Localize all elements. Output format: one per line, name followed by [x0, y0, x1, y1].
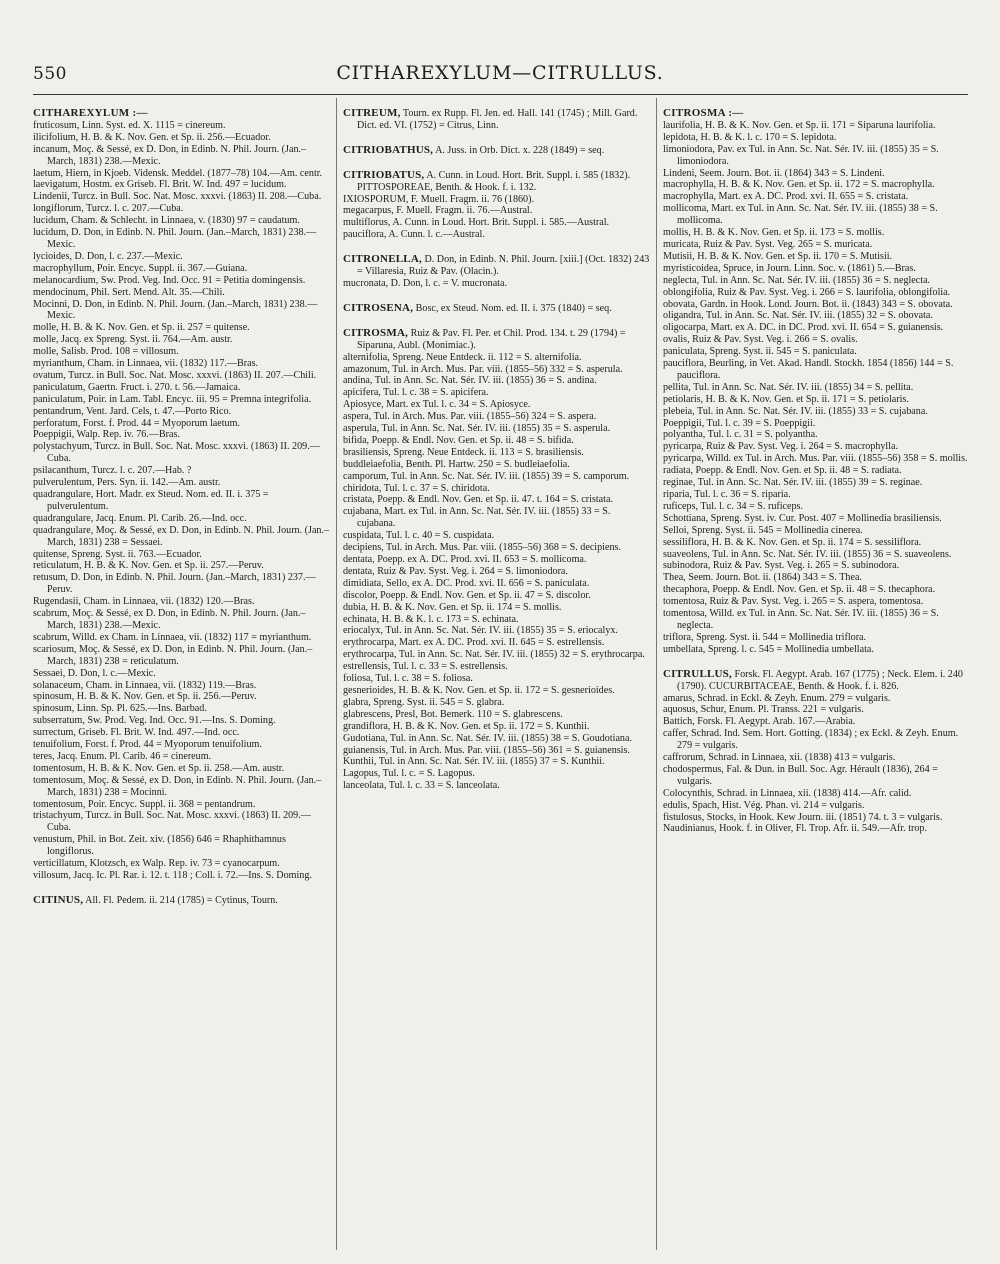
- species-entry: melanocardium, Sw. Prod. Veg. Ind. Occ. 91 = Petitia domingensis.: [33, 274, 306, 286]
- genus-entry: [343, 108, 650, 132]
- species-entry: cuspidata, Tul. l. c. 40 = S. cuspidata.: [343, 530, 495, 542]
- species-entry: decipiens, Tul. in Arch. Mus. Par. viii. (1855–56) 368 = S. decipiens.: [343, 542, 621, 554]
- species-entry: tomentosum, H. B. & K. Nov. Gen. et Sp. ii. 258.—Am. austr.: [33, 762, 285, 774]
- species-entry: alternifolia, Spreng. Neue Entdeck. ii. 112 = S. alternifolia.: [343, 351, 582, 363]
- species-entry: spinosum, H. B. & K. Nov. Gen. et Sp. ii. 256.—Peruv.: [33, 691, 257, 703]
- species-entry: discolor, Poepp. & Endl. Nov. Gen. et Sp. ii. 47 = S. discolor.: [343, 589, 591, 601]
- species-entry: quadrangulare, Jacq. Enum. Pl. Carib. 26.—Ind. occ.: [33, 512, 247, 524]
- species-entry: pauciflora, A. Cunn. l. c.—Austral.: [343, 229, 485, 241]
- species-entry: verticillatum, Klotzsch, ex Walp. Rep. iv. 73 = cyanocarpum.: [33, 858, 280, 870]
- header-rule: [33, 94, 968, 95]
- species-entry: paniculata, Spreng. Syst. ii. 545 = S. paniculata.: [663, 346, 857, 358]
- genus-name: CITINUS,: [33, 893, 84, 906]
- genus-entry: [33, 895, 331, 907]
- species-entry: aspera, Tul. in Arch. Mus. Par. viii. (1855–56) 324 = S. aspera.: [343, 411, 597, 423]
- species-entry: molle, H. B. & K. Nov. Gen. et Sp. ii. 257 = quitense.: [33, 322, 250, 334]
- species-entry: andina, Tul. in Ann. Sc. Nat. Sér. IV. iii. (1855) 36 = S. andina.: [343, 375, 597, 387]
- genus-entry: [343, 254, 650, 278]
- species-entry: ruficeps, Tul. l. c. 34 = S. ruficeps.: [663, 500, 803, 512]
- species-entry: dimidiata, Sello, ex A. DC. Prod. xvi. II. 656 = S. paniculata.: [343, 577, 590, 589]
- species-entry: Lindeni, Seem. Journ. Bot. ii. (1864) 343 = S. Lindeni.: [663, 167, 885, 179]
- species-entry: paniculatum, Poir. in Lam. Tabl. Encyc. iii. 95 = Premna integrifolia.: [33, 393, 312, 405]
- species-entry: scariosum, Moç. & Sessé, ex D. Don, in Edinb. N. Phil. Journ. (Jan.–March, 1831) 238 = reticulatum.: [33, 643, 313, 667]
- species-entry: Kunthii, Tul. in Ann. Sc. Nat. Sér. IV. iii. (1855) 37 = S. Kunthii.: [343, 756, 605, 768]
- species-entry: ilicifolium, H. B. & K. Nov. Gen. et Sp. ii. 256.—Ecuador.: [33, 131, 271, 143]
- species-entry: Gudotiana, Tul. in Ann. Sc. Nat. Sér. IV. iii. (1855) 38 = S. Goudotiana.: [343, 732, 632, 744]
- species-entry: muricata, Ruiz & Pav. Syst. Veg. 265 = S. muricata.: [663, 238, 873, 250]
- species-entry: Selloi, Spreng. Syst. ii. 545 = Mollinedia cinerea.: [663, 524, 863, 536]
- species-entry: obovata, Gardn. in Hook. Lond. Journ. Bot. ii. (1843) 343 = S. obovata.: [663, 298, 953, 310]
- species-entry: Lagopus, Tul. l. c. = S. Lagopus.: [343, 768, 475, 780]
- species-entry: caffrorum, Schrad. in Linnaea, xii. (1838) 413 = vulgaris.: [663, 752, 896, 764]
- species-entry: amarus, Schrad. in Eckl. & Zeyh. Enum. 279 = vulgaris.: [663, 692, 891, 704]
- species-entry: retusum, D. Don, in Edinb. N. Phil. Journ. (Jan.–March, 1831) 237.—Peruv.: [33, 572, 316, 596]
- species-entry: pauciflora, Beurling, in Vet. Akad. Handl. Stockh. 1854 (1856) 144 = S. pauciflora.: [663, 358, 954, 381]
- genus-entry: [343, 170, 650, 194]
- species-entry: plebeia, Tul. in Ann. Sc. Nat. Sér. IV. iii. (1855) 33 = S. cujabana.: [663, 405, 928, 417]
- species-entry: estrellensis, Tul. l. c. 33 = S. estrellensis.: [343, 661, 508, 673]
- species-entry: dentata, Poepp. ex A. DC. Prod. xvi. II. 653 = S. mollicoma.: [343, 554, 587, 565]
- species-entry: chiridota, Tul. l. c. 37 = S. chiridota.: [343, 482, 490, 494]
- species-entry: quadrangulare, Hort. Madr. ex Steud. Nom. ed. II. i. 375 = pulverulentum.: [33, 489, 269, 512]
- genus-name: CITRIOBATUS,: [343, 168, 425, 181]
- species-entry: quitense, Spreng. Syst. ii. 763.—Ecuador.: [33, 548, 202, 560]
- genus-name: CITROSENA,: [343, 301, 414, 314]
- species-entry: scabrum, Moç. & Sessé, ex D. Don, in Edinb. N. Phil. Journ. (Jan.–March, 1831) 238.—Mexic.: [33, 608, 306, 631]
- text-column-1: [33, 108, 331, 1250]
- species-entry: eriocalyx, Tul. in Ann. Sc. Nat. Sér. IV. iii. (1855) 35 = S. eriocalyx.: [343, 625, 618, 637]
- species-entry: pellita, Tul. in Ann. Sc. Nat. Sér. IV. iii. (1855) 34 = S. pellita.: [663, 381, 914, 393]
- genus-citation: Ruiz & Pav. Fl. Per. et Chil. Prod. 134. t. 29 (1794) = Siparuna, Aubl. (Monimiac.).: [357, 327, 626, 351]
- genus-name: CITRIOBATHUS,: [343, 143, 434, 156]
- species-entry: tenuifolium, Forst. f. Prod. 44 = Myoporum tenuifolium.: [33, 739, 262, 751]
- species-entry: polyantha, Tul. l. c. 31 = S. polyantha.: [663, 429, 818, 441]
- species-entry: molle, Jacq. ex Spreng. Syst. ii. 764.—Am. austr.: [33, 334, 233, 346]
- species-entry: Naudinianus, Hook. f. in Oliver, Fl. Trop. Afr. ii. 549.—Afr. trop.: [663, 823, 927, 835]
- species-entry: fistulosus, Stocks, in Hook. Kew Journ. iii. (1851) 74. t. 3 = vulgaris.: [663, 811, 943, 823]
- species-entry: apicifera, Tul. l. c. 38 = S. apicifera.: [343, 387, 489, 399]
- species-entry: Schottiana, Spreng. Syst. iv. Cur. Post. 407 = Mollinedia brasiliensis.: [663, 512, 942, 524]
- species-entry: triflora, Spreng. Syst. ii. 544 = Mollinedia triflora.: [663, 631, 867, 643]
- species-entry: buddleiaefolia, Benth. Pl. Hartw. 250 = S. budleiaefolia.: [343, 458, 570, 470]
- species-entry: venustum, Phil. in Bot. Zeit. xiv. (1856) 646 = Rhaphithamnus longiflorus.: [33, 834, 286, 858]
- species-entry: multiflorus, A. Cunn. in Loud. Hort. Brit. Suppl. i. 585.—Austral.: [343, 217, 610, 229]
- species-entry: mollis, H. B. & K. Nov. Gen. et Sp. ii. 173 = S. mollis.: [663, 227, 885, 239]
- species-entry: tristachyum, Turcz. in Bull. Soc. Nat. Mosc. xxxvi. (1863) II. 209.—Cuba.: [33, 810, 311, 834]
- species-entry: perforatum, Forst. f. Prod. 44 = Myoporum laetum.: [33, 417, 240, 429]
- species-entry: macrophylla, Mart. ex A. DC. Prod. xvi. II. 655 = S. cristata.: [663, 191, 909, 203]
- species-entry: macrophylla, H. B. & K. Nov. Gen. et Sp. ii. 172 = S. macrophylla.: [663, 179, 935, 191]
- species-entry: Battich, Forsk. Fl. Aegypt. Arab. 167.—Arabia.: [663, 716, 856, 728]
- species-entry: reginae, Tul. in Ann. Sc. Nat. Sér. IV. iii. (1855) 39 = S. reginae.: [663, 477, 923, 489]
- species-entry: villosum, Jacq. Ic. Pl. Rar. i. 12. t. 118 ; Coll. i. 72.—Ins. S. Doming.: [33, 870, 312, 881]
- species-entry: laetum, Hiern, in Kjoeb. Vidensk. Meddel. (1877–78) 104.—Am. centr.: [33, 167, 323, 179]
- species-entry: limoniodora, Pav. ex Tul. in Ann. Sc. Nat. Sér. IV. iii. (1855) 35 = S. limoniodora.: [663, 143, 939, 167]
- genus-citation: All. Fl. Pedem. ii. 214 (1785) = Cytinus, Tourn.: [83, 894, 278, 906]
- species-entry: grandiflora, H. B. & K. Nov. Gen. et Sp. ii. 172 = S. Kunthii.: [343, 720, 590, 732]
- species-entry: tomentosa, Willd. ex Tul. in Ann. Sc. Nat. Sér. IV. iii. (1855) 36 = S. neglecta.: [663, 608, 939, 631]
- genus-citation: A. Juss. in Orb. Dict. x. 228 (1849) = seq.: [433, 144, 605, 156]
- species-entry: ovalis, Ruiz & Pav. Syst. Veg. i. 266 = S. ovalis.: [663, 334, 858, 346]
- text-column-2: [343, 108, 650, 1250]
- genus-heading: CITHAREXYLUM :—: [33, 108, 148, 119]
- species-entry: pentandrum, Vent. Jard. Cels, t. 47.—Porto Rico.: [33, 405, 232, 417]
- species-entry: mollicoma, Mart. ex Tul. in Ann. Sc. Nat. Sér. IV. iii. (1855) 38 = S. mollicoma.: [663, 203, 938, 227]
- genus-entry: [343, 328, 650, 352]
- genus-citation: Forsk. Fl. Aegypt. Arab. 167 (1775) ; Neck. Elem. i. 240 (1790). CUCURBITACEAE, Benth. & Hook. f. i. 826.: [677, 668, 963, 692]
- species-entry: psilacanthum, Turcz. l. c. 207.—Hab. ?: [33, 465, 192, 477]
- species-entry: reticulatum, H. B. & K. Nov. Gen. et Sp. ii. 257.—Peruv.: [33, 560, 264, 572]
- species-entry: oblongifolia, Ruiz & Pav. Syst. Veg. i. 266 = S. laurifolia, oblongifolia.: [663, 286, 951, 298]
- species-entry: Poeppigii, Tul. l. c. 39 = S. Poeppigii.: [663, 417, 816, 429]
- species-entry: oligandra, Tul. in Ann. Sc. Nat. Sér. IV. iii. (1855) 32 = S. obovata.: [663, 310, 933, 322]
- species-entry: tomentosa, Ruiz & Pav. Syst. Veg. i. 265 = S. aspera, tomentosa.: [663, 596, 924, 608]
- species-entry: quadrangulare, Moç. & Sessé, ex D. Don, in Edinb. N. Phil. Journ. (Jan.–March, 1831) 238 = Sessaei.: [33, 524, 330, 548]
- genus-citation: Bosc, ex Steud. Nom. ed. II. i. 375 (1840) = seq.: [413, 302, 612, 314]
- genus-citation: A. Cunn. in Loud. Hort. Brit. Suppl. i. 585 (1832). PITTOSPOREAE, Benth. & Hook. f. i. 132.: [357, 169, 631, 193]
- species-entry: IXIOSPORUM, F. Muell. Fragm. ii. 76 (1860).: [343, 193, 534, 205]
- species-entry: neglecta, Tul. in Ann. Sc. Nat. Sér. IV. iii. (1855) 36 = S. neglecta.: [663, 274, 931, 286]
- species-entry: megacarpus, F. Muell. Fragm. ii. 76.—Austral.: [343, 205, 533, 217]
- species-entry: glabra, Spreng. Syst. ii. 545 = S. glabra.: [343, 696, 505, 708]
- genus-citation: D. Don, in Edinb. N. Phil. Journ. [xiii.] (Oct. 1832) 243 = Villaresia, Ruiz & Pav. (Olacin.).: [357, 254, 650, 278]
- species-entry: Sessaei, D. Don, l. c.—Mexic.: [33, 667, 156, 679]
- species-entry: longiflorum, Turcz. l. c. 207.—Cuba.: [33, 203, 184, 215]
- species-entry: lanceolata, Tul. l. c. 33 = S. lanceolata.: [343, 780, 500, 792]
- species-entry: echinata, H. B. & K. l. c. 173 = S. echinata.: [343, 613, 519, 625]
- genus-entry: [343, 303, 650, 315]
- genus-entry: [663, 669, 968, 693]
- species-entry: surrectum, Griseb. Fl. Brit. W. Ind. 497.—Ind. occ.: [33, 727, 240, 739]
- species-entry: Apiosyce, Mart. ex Tul. l. c. 34 = S. Apiosyce.: [343, 399, 531, 411]
- species-entry: cristata, Poepp. & Endl. Nov. Gen. et Sp. ii. 47. t. 164 = S. cristata.: [343, 494, 613, 506]
- genus-name: CITREUM,: [343, 108, 401, 119]
- species-entry: laurifolia, H. B. & K. Nov. Gen. et Sp. ii. 171 = Siparuna laurifolia.: [663, 119, 936, 131]
- species-entry: ovatum, Turcz. in Bull. Soc. Nat. Mosc. xxxvi. (1863) II. 207.—Chili.: [33, 369, 317, 381]
- species-entry: Thea, Seem. Journ. Bot. ii. (1864) 343 = S. Thea.: [663, 572, 862, 584]
- species-entry: pulverulentum, Pers. Syn. ii. 142.—Am. austr.: [33, 477, 221, 489]
- species-entry: edulis, Spach, Hist. Vég. Phan. vi. 214 = vulgaris.: [663, 799, 865, 811]
- species-entry: aquosus, Schur, Enum. Pl. Transs. 221 = vulgaris.: [663, 704, 864, 716]
- running-title: CITHAREXYLUM—CITRULLUS.: [336, 62, 664, 84]
- column-divider: [336, 98, 337, 1250]
- species-entry: tomentosum, Moç. & Sessé, ex D. Don, in Edinb. N. Phil. Journ. (Jan.–March, 1831) 238 = Mocinni.: [33, 774, 322, 798]
- species-entry: lycioides, D. Don, l. c. 237.—Mexic.: [33, 250, 183, 262]
- species-entry: paniculatum, Gaertn. Fruct. i. 270. t. 56.—Jamaica.: [33, 381, 241, 393]
- species-entry: brasiliensis, Spreng. Neue Entdeck. ii. 113 = S. brasiliensis.: [343, 446, 584, 458]
- species-entry: mendocinum, Phil. Sert. Mend. Alt. 35.—Chili.: [33, 286, 225, 298]
- species-entry: laevigatum, Hostm. ex Griseb. Fl. Brit. W. Ind. 497 = lucidum.: [33, 179, 287, 191]
- species-entry: Poeppigii, Walp. Rep. iv. 76.—Bras.: [33, 429, 180, 441]
- species-entry: lepidota, H. B. & K. l. c. 170 = S. lepidota.: [663, 131, 837, 143]
- species-entry: Mutisii, H. B. & K. Nov. Gen. et Sp. ii. 170 = S. Mutisii.: [663, 250, 893, 262]
- genus-name: CITRONELLA,: [343, 253, 422, 266]
- species-entry: pyricarpa, Ruiz & Pav. Syst. Veg. i. 264 = S. macrophylla.: [663, 441, 899, 453]
- species-entry: dentata, Ruiz & Pav. Syst. Veg. i. 264 = S. limoniodora.: [343, 565, 568, 577]
- column-divider: [656, 98, 657, 1250]
- genus-name: CITROSMA,: [343, 326, 409, 339]
- species-entry: gesnerioides, H. B. & K. Nov. Gen. et Sp. ii. 172 = S. gesnerioides.: [343, 684, 615, 696]
- species-entry: dubia, H. B. & K. Nov. Gen. et Sp. ii. 174 = S. mollis.: [343, 601, 562, 613]
- genus-name: CITRULLUS,: [663, 667, 732, 680]
- species-entry: chodospermus, Fal. & Dun. in Bull. Soc. Agr. Hérault (1836), 264 = vulgaris.: [663, 763, 938, 787]
- species-entry: Mocinni, D. Don, in Edinb. N. Phil. Journ. (Jan.–March, 1831) 238.—Mexic.: [33, 298, 318, 322]
- species-entry: glabrescens, Presl, Bot. Bemerk. 110 = S. glabrescens.: [343, 708, 563, 720]
- species-entry: riparia, Tul. l. c. 36 = S. riparia.: [663, 489, 791, 500]
- species-entry: spinosum, Linn. Sp. Pl. 625.—Ins. Barbad.: [33, 703, 207, 715]
- species-entry: scabrum, Willd. ex Cham. in Linnaea, vii. (1832) 117 = myrianthum.: [33, 631, 312, 643]
- species-entry: lucidum, Cham. & Schlecht. in Linnaea, v. (1830) 97 = caudatum.: [33, 215, 300, 227]
- species-entry: oligocarpa, Mart. ex A. DC. in DC. Prod. xvi. II. 654 = S. guianensis.: [663, 322, 944, 334]
- species-entry: erythrocarpa, Tul. in Ann. Sc. Nat. Sér. IV. iii. (1855) 32 = S. erythrocarpa.: [343, 649, 645, 661]
- species-entry: asperula, Tul. in Ann. Sc. Nat. Sér. IV. iii. (1855) 35 = S. asperula.: [343, 423, 611, 435]
- species-entry: myrianthum, Cham. in Linnaea, vii. (1832) 117.—Bras.: [33, 358, 259, 370]
- genus-heading: CITROSMA :—: [663, 108, 744, 119]
- species-entry: Lindenii, Turcz. in Bull. Soc. Nat. Mosc. xxxvi. (1863) II. 208.—Cuba.: [33, 191, 322, 203]
- species-entry: radiata, Poepp. & Endl. Nov. Gen. et Sp. ii. 48 = S. radiata.: [663, 465, 902, 477]
- species-entry: solanaceum, Cham. in Linnaea, vii. (1832) 119.—Bras.: [33, 679, 257, 691]
- species-entry: petiolaris, H. B. & K. Nov. Gen. et Sp. ii. 171 = S. petiolaris.: [663, 393, 909, 405]
- species-entry: mucronata, D. Don, l. c. = V. mucronata.: [343, 277, 507, 289]
- species-entry: molle, Salisb. Prod. 108 = villosum.: [33, 346, 179, 358]
- species-entry: macrophyllum, Poir. Encyc. Suppl. ii. 367.—Guiana.: [33, 262, 248, 274]
- species-entry: subinodora, Ruiz & Pav. Syst. Veg. i. 265 = S. subinodora.: [663, 560, 900, 572]
- species-entry: suaveolens, Tul. in Ann. Sc. Nat. Sér. IV. iii. (1855) 36 = S. suaveolens.: [663, 548, 952, 560]
- species-entry: thecaphora, Poepp. & Endl. Nov. Gen. et Sp. ii. 48 = S. thecaphora.: [663, 584, 936, 596]
- species-entry: subserratum, Sw. Prod. Veg. Ind. Occ. 91.—Ins. S. Doming.: [33, 715, 276, 727]
- species-entry: foliosa, Tul. l. c. 38 = S. foliosa.: [343, 673, 473, 685]
- species-entry: guianensis, Tul. in Arch. Mus. Par. viii. (1855–56) 361 = S. guianensis.: [343, 744, 630, 756]
- species-entry: Rugendasii, Cham. in Linnaea, vii. (1832) 120.—Bras.: [33, 596, 255, 608]
- species-entry: bifida, Poepp. & Endl. Nov. Gen. et Sp. ii. 48 = S. bifida.: [343, 434, 574, 446]
- species-entry: amazonum, Tul. in Arch. Mus. Par. viii. (1855–56) 332 = S. asperula.: [343, 363, 623, 375]
- species-entry: Colocynthis, Schrad. in Linnaea, xii. (1838) 414.—Afr. calid.: [663, 787, 912, 799]
- species-entry: teres, Jacq. Enum. Pl. Carib. 46 = cinereum.: [33, 750, 212, 762]
- species-entry: umbellata, Spreng. l. c. 545 = Mollinedia umbellata.: [663, 643, 874, 655]
- species-entry: caffer, Schrad. Ind. Sem. Hort. Gotting. (1834) ; ex Eckl. & Zeyh. Enum. 279 = vulgaris.: [663, 728, 959, 752]
- species-entry: camporum, Tul. in Ann. Sc. Nat. Sér. IV. iii. (1855) 39 = S. camporum.: [343, 470, 630, 482]
- species-entry: tomentosum, Poir. Encyc. Suppl. ii. 368 = pentandrum.: [33, 798, 256, 810]
- page-number: 550: [33, 64, 67, 84]
- species-entry: pyricarpa, Willd. ex Tul. in Arch. Mus. Par. viii. (1855–56) 358 = S. mollis.: [663, 453, 968, 465]
- species-entry: myristicoidea, Spruce, in Journ. Linn. Soc. v. (1861) 5.—Bras.: [663, 262, 916, 274]
- species-entry: cujabana, Mart. ex Tul. in Ann. Sc. Nat. Sér. IV. iii. (1855) 33 = S. cujabana.: [343, 506, 611, 530]
- species-entry: polystachyum, Turcz. in Bull. Soc. Nat. Mosc. xxxvi. (1863) II. 209.—Cuba.: [33, 441, 320, 465]
- species-entry: erythrocarpa, Mart. ex A. DC. Prod. xvi. II. 645 = S. estrellensis.: [343, 637, 605, 649]
- species-entry: lucidum, D. Don, in Edinb. N. Phil. Journ. (Jan.–March, 1831) 238.—Mexic.: [33, 227, 317, 250]
- genus-entry: [343, 145, 650, 157]
- genus-citation: Tourn. ex Rupp. Fl. Jen. ed. Hall. 141 (1745) ; Mill. Gard. Dict. ed. VI. (1752) = Citrus, Linn.: [357, 108, 638, 131]
- species-entry: incanum, Moç. & Sessé, ex D. Don, in Edinb. N. Phil. Journ. (Jan.–March, 1831) 238.—Mexic.: [33, 143, 307, 167]
- species-entry: fruticosum, Linn. Syst. ed. X. 1115 = cinereum.: [33, 119, 226, 131]
- text-column-3: [663, 108, 968, 1250]
- species-entry: sessiliflora, H. B. & K. Nov. Gen. et Sp. ii. 174 = S. sessiliflora.: [663, 536, 922, 548]
